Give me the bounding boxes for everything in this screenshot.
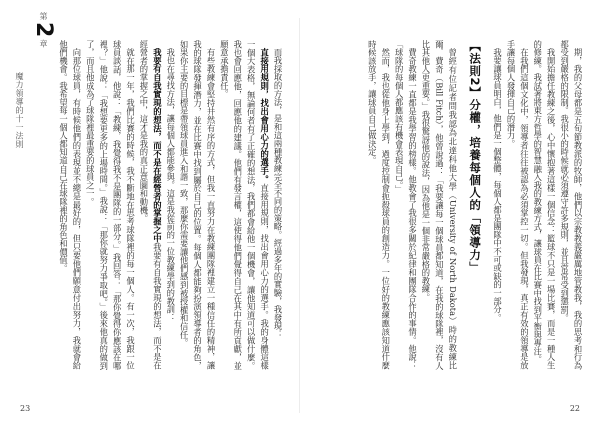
page-number: 23 <box>20 404 31 413</box>
chapter-prefix: 第 <box>39 12 48 20</box>
paragraph: 費奇教練一直都是我學習的榜樣。他教會了我很多關於紀律和團隊合作的事情。他說：「球隊的每個人都應該有機會表現自己。」 <box>394 40 418 370</box>
paragraph: 在我們這個文化中，領導者往往被認為必須掌控一切。但我發現，真正有效的領導是放手讓每個人發揮自己的潛力。 <box>505 40 530 370</box>
paragraph: 向那位球員，有時候他們的表現並不總是最好的，但只要他們願意付出努力，我就會給他們機會。我希望每一個人都知道自己在球隊裡的角色和價值。 <box>58 40 82 370</box>
paragraph: 然而，我也從他身上學到，過度控制會扼殺球員的創造力。一位好的教練應該知道什麼時候該放手，讓球員自己做決定。 <box>367 40 391 370</box>
chapter-number: 2 <box>31 22 56 38</box>
paragraph: 我要讓球員明白，他們是一個整體，每個人都是團隊中不可或缺的一部分。 <box>492 48 503 323</box>
bold-phrase: 我要有自我實現的想法，而不是在經營者的掌握之中 <box>152 48 163 244</box>
bold-phrase: 直接用規則，找出會用心力的選手。 <box>259 48 270 184</box>
running-header: 魔力領導的十一法則 <box>15 72 24 149</box>
page-number: 22 <box>569 404 580 413</box>
right-page <box>300 0 600 429</box>
paragraph: 就在那一年，我們比賽的時候，我不斷地在思考球隊裡的每一個人。有一次，我跟一位球員談話，他說：「教練，我覺得我不是團隊的一部分。」我回答：「那你覺得你應該在哪裡？」他說：「我想要更多的上場時間。」我說：「那你就努力爭取吧。」後來他真的做到了，而且他成為了球隊裡最重要的球員之一。 <box>85 40 136 370</box>
chapter-suffix: 章 <box>39 39 48 48</box>
paragraph-text: 我要有自我實現的想法，而不是在經營者的掌握之中，這才是我的真正意圖和動機。 <box>138 40 163 370</box>
paragraph-text: 直接用規則，找出會用心力的選手。我的身體這樣一個大表格，無論何者有了正確的想法，我們都會給他一個機會，讓他知道可以做什麼。我也會回應他，回應他的建議。他們有發言權，這使得他們覺得自己在其中有所貢獻，並願意承擔責任。 <box>219 40 270 370</box>
chapter-marker <box>32 12 54 47</box>
paragraph <box>137 40 164 370</box>
right-text-block <box>314 40 584 370</box>
paragraph: 曾經有位記者問我認為北達科他大學（University of North Dakota）時的教練比爾．費奇（Bill Fitch），他曾說過：「我要讓每一個球員都知道，在我的球隊裡，沒有人比其他人更重要。」我很驚訝他的說法，因為他是一個非常嚴格的教練。 <box>420 40 458 370</box>
paragraph: 我也在尋找方法，讓每個人都能參與。這是我從前的一位教練學到的教訓： <box>165 48 176 323</box>
paragraph: 我開始擔任教練之後，心中懷抱著這樣一個信念：籃球不只是一場比賽，而是一種人生的修練。我試著將東方哲學的智慧融入我的教練方式，讓球員在比賽中找到平衡與專注。 <box>532 40 557 370</box>
paragraph <box>217 40 271 370</box>
left-text-block <box>52 40 284 370</box>
paragraph: 有些教練會堅持井然有序的方式，但我一直努力在教練團隊裡建立一種信任的精神，讓我的球隊發揮潛力，並在比賽中找到屬於自己的位置。每個人都能夠扮演領導者的角色，如果你主要的目標是帶領球員進入和諧一致，那麼你需要讓他們感到被授權和信任。 <box>179 40 216 370</box>
paragraph: 期，我的父母都是五旬節教派的牧師，他們以宗教教義嚴厲地管教我，我的思考和行為都受到嚴格的限制。我很小的時候就必須遵守許多規則，並且常常受到懲罰。 <box>559 40 583 370</box>
paragraph: 而我採取的方法，是和這兩種教練完全不同的策略。經過多年的實驗，我發現： <box>273 48 283 339</box>
section-heading: 【法則2】分權，培養每個人的「領導力」 <box>468 40 483 275</box>
